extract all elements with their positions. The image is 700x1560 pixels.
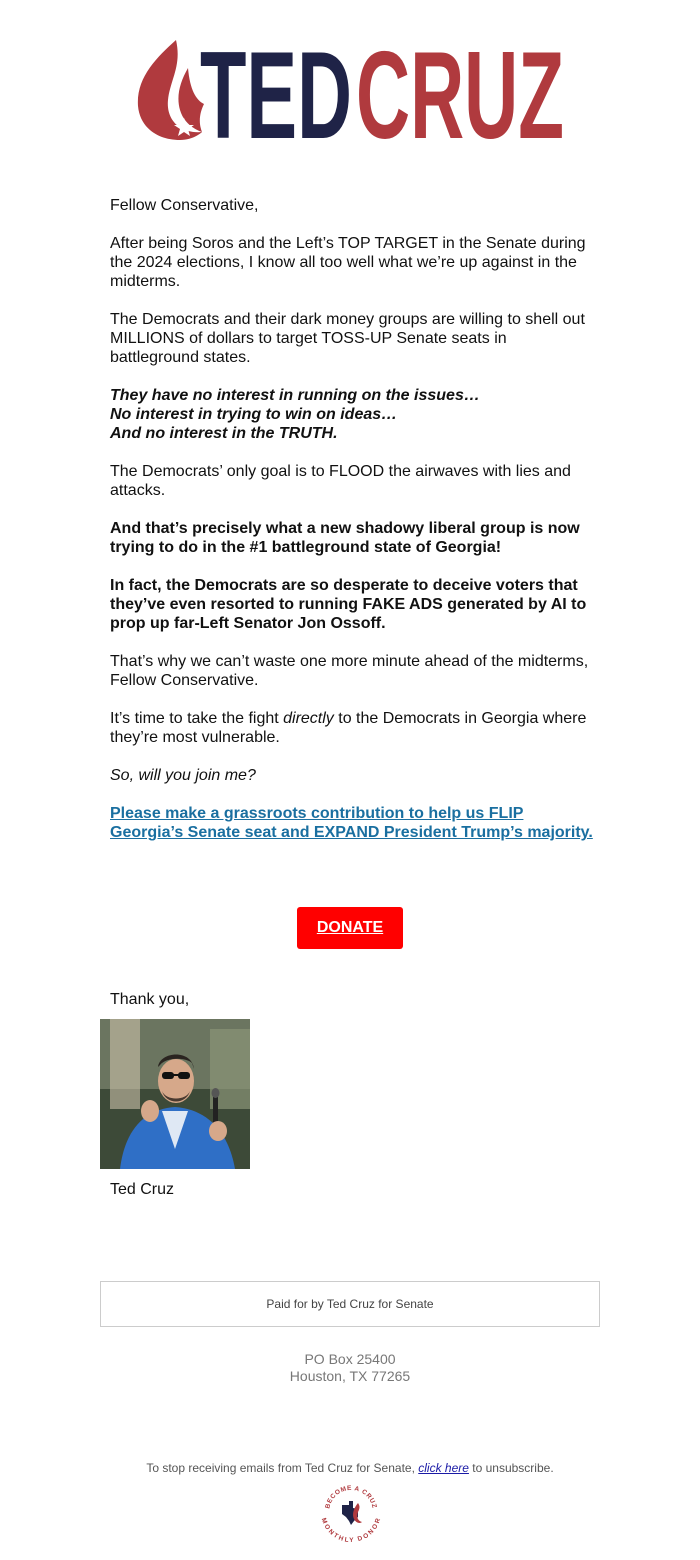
badge-top-text: BECOME A CRUZ [324, 1484, 378, 1510]
donate-button-wrapper [0, 907, 700, 949]
donate-button[interactable]: DONATE [297, 907, 403, 949]
paragraph-no-time: That’s why we can’t waste one more minute ahead of the midterms, Fellow Conservative. [110, 653, 589, 689]
text-span: to unsubscribe. [468, 1461, 554, 1475]
thank-you-text: Thank you, [110, 991, 190, 1008]
paragraph-flood-airwaves: The Democrats’ only goal is to FLOOD the airwaves with lies and attacks. [110, 463, 571, 499]
italic-line: And no interest in the TRUTH. [110, 425, 338, 442]
paragraph-dark-money: The Democrats and their dark money groups are willing to shell out MILLIONS of dollars to target TOSS-UP Senate seats in battleground states. [110, 311, 585, 366]
unsubscribe-text [0, 1461, 700, 1475]
flame-icon [138, 40, 204, 140]
emphasis-directly: directly [283, 710, 334, 727]
paragraph-top-target: After being Soros and the Left’s TOP TARGET in the Senate during the 2024 elections, I know all too well what we’re up against in the midterms. [110, 235, 586, 290]
paragraph-take-fight [110, 709, 600, 747]
logo-text-cruz: CRUZ [356, 38, 564, 142]
badge-bottom-text: MONTHLY DONOR [320, 1517, 382, 1543]
ted-cruz-photo [100, 1019, 250, 1169]
italic-line: They have no interest in running on the issues… [110, 387, 480, 404]
email-body [110, 196, 600, 842]
address-line-2: Houston, TX 77265 [289, 1368, 411, 1384]
contribution-link[interactable]: Please make a grassroots contribution to help us FLIP Georgia’s Senate seat and EXPAND President Trump’s majority. [110, 805, 593, 841]
ted-cruz-logo [136, 38, 566, 142]
logo-text-ted: TED [200, 38, 352, 142]
signature-name: Ted Cruz [110, 1181, 175, 1198]
text-span: to the Democrats in Georgia where they’re most vulnerable. [110, 710, 587, 746]
greeting: Fellow Conservative, [110, 197, 259, 214]
italic-emphasis-block [110, 386, 600, 443]
monthly-donor-badge[interactable] [320, 1481, 382, 1543]
mailing-address [0, 1351, 700, 1385]
address-line-1: PO Box 25400 [304, 1351, 396, 1367]
text-span: To stop receiving emails from Ted Cruz for Senate, [146, 1461, 419, 1475]
unsubscribe-link[interactable]: click here [418, 1461, 469, 1475]
join-me-question: So, will you join me? [110, 767, 256, 784]
paid-for-disclaimer: Paid for by Ted Cruz for Senate [100, 1281, 600, 1327]
italic-line: No interest in trying to win on ideas… [110, 406, 398, 423]
paragraph-shadowy-group: And that’s precisely what a new shadowy liberal group is now trying to do in the #1 battleground state of Georgia! [110, 520, 580, 556]
paragraph-fake-ads: In fact, the Democrats are so desperate to deceive voters that they’ve even resorted to running FAKE ADS generated by AI to prop up far-Left Senator Jon Ossoff. [110, 577, 587, 632]
text-span: It’s time to take the fight [110, 710, 284, 727]
paragraph-join-me [110, 766, 600, 785]
